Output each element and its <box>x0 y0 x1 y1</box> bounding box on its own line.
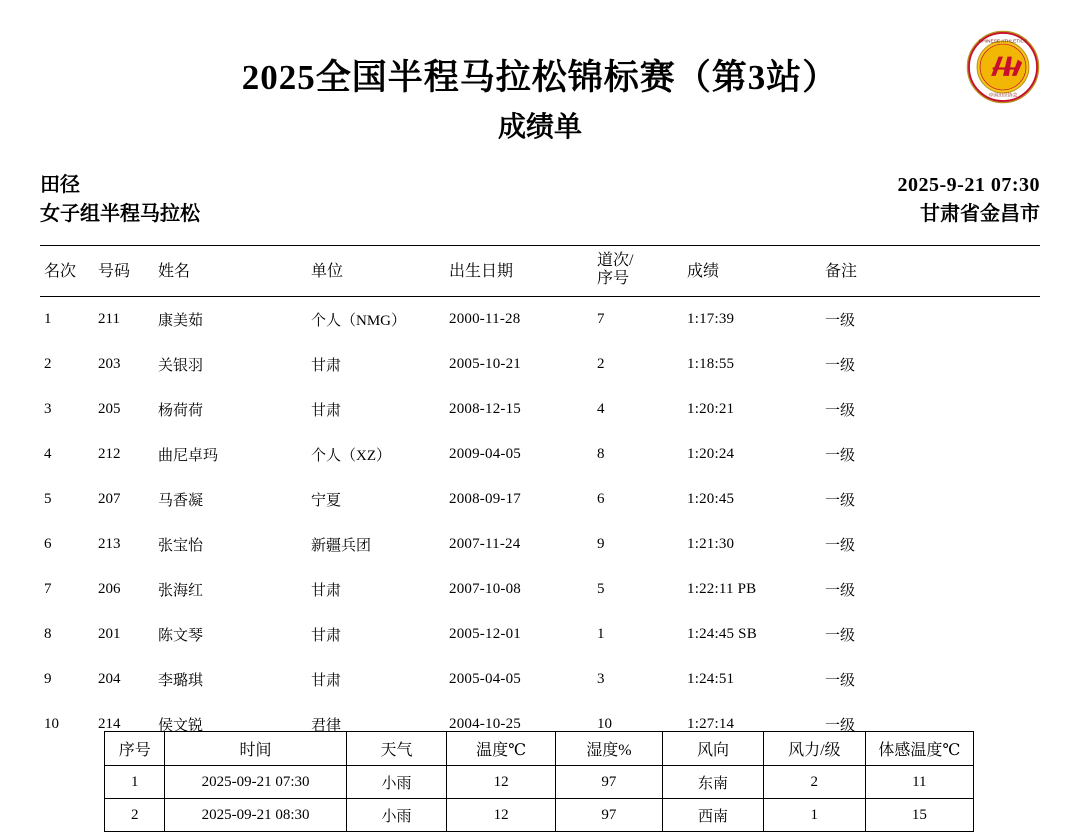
wcol-condition: 天气 <box>346 732 447 766</box>
cell-rank: 2 <box>44 355 52 372</box>
cell-bib: 205 <box>98 400 121 417</box>
weather-header-row <box>105 732 974 766</box>
table-row <box>40 387 1040 432</box>
cell-dob: 2000-11-28 <box>449 310 521 327</box>
cell-result: 1:17:39 <box>687 310 735 327</box>
discipline-label: 田径 <box>40 173 80 196</box>
cell-name: 陈文琴 <box>158 627 204 644</box>
cell-rank: 1 <box>44 310 52 327</box>
wcell-wind-dir: 东南 <box>663 766 764 799</box>
cell-name: 李璐琪 <box>158 672 204 689</box>
cell-note: 一级 <box>825 582 856 599</box>
col-lane-line2: 序号 <box>597 269 630 287</box>
weather-table-body <box>105 766 974 832</box>
cell-note: 一级 <box>825 672 856 689</box>
cell-note: 一级 <box>825 312 856 329</box>
meta-left <box>40 171 200 229</box>
cell-name: 张海红 <box>158 582 204 599</box>
wcell-index: 2 <box>105 799 165 832</box>
wcell-temperature: 12 <box>447 766 555 799</box>
cell-rank: 5 <box>44 490 52 507</box>
results-table-head <box>40 245 1040 296</box>
wcell-temperature: 12 <box>447 799 555 832</box>
cell-dob: 2009-04-05 <box>449 445 521 462</box>
cell-lane: 1 <box>597 625 605 642</box>
wcell-condition: 小雨 <box>346 799 447 832</box>
cell-name: 曲尼卓玛 <box>158 447 219 464</box>
weather-table <box>104 731 974 832</box>
wcell-humidity: 97 <box>555 766 662 799</box>
cell-result: 1:27:14 <box>687 715 735 732</box>
cell-note: 一级 <box>825 402 856 419</box>
weather-row <box>105 799 974 832</box>
cell-lane: 3 <box>597 670 605 687</box>
weather-table-wrap <box>104 731 974 832</box>
cell-bib: 201 <box>98 625 121 642</box>
cell-note: 一级 <box>825 492 856 509</box>
wcell-humidity: 97 <box>555 799 662 832</box>
col-lane <box>593 245 683 296</box>
cell-bib: 203 <box>98 355 121 372</box>
cell-unit: 新疆兵团 <box>311 537 372 554</box>
cell-lane: 7 <box>597 310 605 327</box>
results-table <box>40 245 1040 747</box>
cell-dob: 2005-12-01 <box>449 625 521 642</box>
wcol-temperature: 温度℃ <box>447 732 555 766</box>
svg-text:CHINESE ATHLETICS: CHINESE ATHLETICS <box>978 39 1028 45</box>
cell-rank: 7 <box>44 580 52 597</box>
table-row <box>40 296 1040 342</box>
cell-unit: 甘肃 <box>311 402 342 419</box>
cell-result: 1:20:45 <box>687 490 735 507</box>
cell-unit: 甘肃 <box>311 627 342 644</box>
col-dob: 出生日期 <box>445 245 593 296</box>
page-subtitle: 成绩单 <box>497 111 582 143</box>
cell-result: 1:22:11 PB <box>687 580 757 597</box>
cell-rank: 9 <box>44 670 52 687</box>
cell-name: 康美茹 <box>158 312 204 329</box>
weather-table-head <box>105 732 974 766</box>
col-name: 姓名 <box>154 245 307 296</box>
cell-dob: 2005-10-21 <box>449 355 521 372</box>
cell-result: 1:20:24 <box>687 445 735 462</box>
cell-unit: 宁夏 <box>311 492 342 509</box>
cell-note: 一级 <box>825 717 856 734</box>
event-datetime: 2025-9-21 07:30 <box>897 173 1040 196</box>
cell-lane: 9 <box>597 535 605 552</box>
cell-lane: 10 <box>597 715 612 732</box>
cell-bib: 207 <box>98 490 121 507</box>
wcell-wind-level: 2 <box>763 766 865 799</box>
cell-dob: 2004-10-25 <box>449 715 521 732</box>
cell-lane: 5 <box>597 580 605 597</box>
cell-name: 杨荷荷 <box>158 402 204 419</box>
wcell-wind-level: 1 <box>763 799 865 832</box>
cell-unit: 甘肃 <box>311 357 342 374</box>
page-title: 2025全国半程马拉松锦标赛（第3站） <box>241 58 839 97</box>
cell-bib: 204 <box>98 670 121 687</box>
cell-unit: 甘肃 <box>311 672 342 689</box>
cell-dob: 2007-10-08 <box>449 580 521 597</box>
cell-name: 马香凝 <box>158 492 204 509</box>
cell-bib: 213 <box>98 535 121 552</box>
wcell-time: 2025-09-21 08:30 <box>165 799 346 832</box>
cell-rank: 3 <box>44 400 52 417</box>
wcell-time: 2025-09-21 07:30 <box>165 766 346 799</box>
cell-note: 一级 <box>825 357 856 374</box>
results-table-body <box>40 296 1040 747</box>
meta-right <box>898 171 1040 229</box>
wcell-wind-dir: 西南 <box>663 799 764 832</box>
cell-note: 一级 <box>825 447 856 464</box>
cell-unit: 甘肃 <box>311 582 342 599</box>
meta-row <box>40 171 1040 229</box>
cell-dob: 2008-12-15 <box>449 400 521 417</box>
results-table-wrap <box>40 245 1040 747</box>
table-row <box>40 522 1040 567</box>
wcell-feels-like: 15 <box>865 799 973 832</box>
title-block <box>0 0 1080 145</box>
cell-note: 一级 <box>825 627 856 644</box>
table-row <box>40 612 1040 657</box>
cell-dob: 2005-04-05 <box>449 670 521 687</box>
wcol-time: 时间 <box>165 732 346 766</box>
table-row <box>40 342 1040 387</box>
wcell-index: 1 <box>105 766 165 799</box>
cell-lane: 6 <box>597 490 605 507</box>
event-location: 甘肃省金昌市 <box>920 202 1040 225</box>
cell-lane: 2 <box>597 355 605 372</box>
cell-result: 1:21:30 <box>687 535 735 552</box>
cell-rank: 8 <box>44 625 52 642</box>
cell-name: 关银羽 <box>158 357 204 374</box>
col-result: 成绩 <box>683 245 821 296</box>
cell-result: 1:20:21 <box>687 400 735 417</box>
cell-result: 1:24:45 SB <box>687 625 757 642</box>
cell-bib: 214 <box>98 715 121 732</box>
col-bib: 号码 <box>94 245 154 296</box>
table-row <box>40 477 1040 522</box>
cell-bib: 211 <box>98 310 120 327</box>
wcol-feels-like: 体感温度℃ <box>865 732 973 766</box>
table-row <box>40 432 1040 477</box>
cell-unit: 个人（XZ） <box>311 447 391 464</box>
cell-unit: 君律 <box>311 717 342 734</box>
wcell-feels-like: 11 <box>865 766 973 799</box>
col-note: 备注 <box>821 245 1040 296</box>
cell-dob: 2008-09-17 <box>449 490 521 507</box>
association-logo-icon <box>966 30 1040 104</box>
table-row <box>40 567 1040 612</box>
event-label: 女子组半程马拉松 <box>40 202 200 225</box>
cell-name: 张宝怡 <box>158 537 204 554</box>
wcol-humidity: 湿度% <box>555 732 662 766</box>
cell-rank: 4 <box>44 445 52 462</box>
weather-row <box>105 766 974 799</box>
wcol-index: 序号 <box>105 732 165 766</box>
col-unit: 单位 <box>307 245 445 296</box>
col-lane-line1: 道次/ <box>597 251 634 269</box>
cell-result: 1:18:55 <box>687 355 735 372</box>
cell-rank: 10 <box>44 715 59 732</box>
results-header-row <box>40 245 1040 296</box>
svg-text:中国田径协会: 中国田径协会 <box>988 93 1018 99</box>
wcol-wind-level: 风力/级 <box>763 732 865 766</box>
cell-result: 1:24:51 <box>687 670 735 687</box>
cell-rank: 6 <box>44 535 52 552</box>
wcol-wind-dir: 风向 <box>663 732 764 766</box>
table-row <box>40 657 1040 702</box>
cell-dob: 2007-11-24 <box>449 535 521 552</box>
cell-bib: 206 <box>98 580 121 597</box>
wcell-condition: 小雨 <box>346 766 447 799</box>
cell-note: 一级 <box>825 537 856 554</box>
cell-lane: 8 <box>597 445 605 462</box>
col-rank: 名次 <box>40 245 94 296</box>
cell-lane: 4 <box>597 400 605 417</box>
cell-name: 侯文锐 <box>158 717 204 734</box>
cell-unit: 个人（NMG） <box>311 312 407 329</box>
cell-bib: 212 <box>98 445 121 462</box>
